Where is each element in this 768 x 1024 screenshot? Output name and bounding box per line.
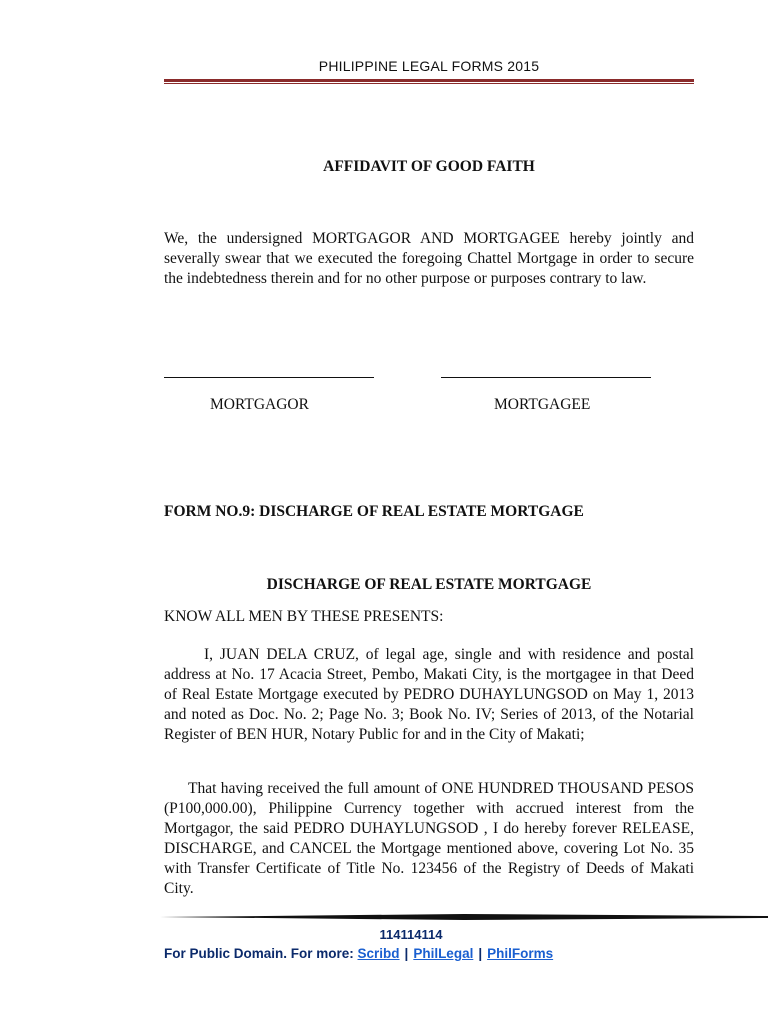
discharge-paragraph-2-text: That having received the full amount of ONE HUNDRED THOUSAND PESOS (P100,000.00), Philippine Currency together with accrued interest from the Mortgagor, the said PEDRO DUHAYLUNGSOD , I do hereby forever RELEASE, DISCHARGE, and CANCEL the Mortgage mentioned above, covering Lot No. 35 with Transfer Certificate of Title No. 123456 of the Registry of Deeds of Makati City. bbox=[164, 780, 694, 897]
header-divider bbox=[164, 79, 694, 84]
mortgagor-signature-line bbox=[164, 377, 374, 378]
mortgagor-label: MORTGAGOR bbox=[210, 396, 309, 413]
footer-number: 114114114 bbox=[379, 927, 443, 942]
affidavit-title: AFFIDAVIT OF GOOD FAITH bbox=[323, 158, 535, 175]
affidavit-body-text: We, the undersigned MORTGAGOR AND MORTGAGEE hereby jointly and severally swear that we executed the foregoing Chattel Mortgage in order to secure the indebtedness therein and for no other purpose or purposes contrary to law. bbox=[164, 230, 694, 287]
affidavit-body bbox=[164, 229, 694, 313]
intro-text: KNOW ALL MEN BY THESE PRESENTS: bbox=[164, 608, 444, 625]
mortgagee-label: MORTGAGEE bbox=[494, 396, 591, 413]
discharge-paragraph-2 bbox=[164, 779, 694, 899]
mortgagee-signature-line bbox=[441, 377, 651, 378]
intro-line bbox=[164, 607, 694, 627]
footer-divider bbox=[160, 914, 768, 918]
footer-links-line bbox=[164, 946, 553, 961]
footer-separator: | bbox=[478, 946, 483, 961]
footer-separator: | bbox=[404, 946, 409, 961]
discharge-paragraph-1-text: I, JUAN DELA CRUZ, of legal age, single and with residence and postal address at No. 17 Acacia Street, Pembo, Makati City, is the mortgagee in that Deed of Real Estate Mortgage executed by PEDRO DUHAYLUNGSOD on May 1, 2013 and noted as Doc. No. 2; Page No. 3; Book No. IV; Series of 2013, of the Notarial Register of BEN HUR, Notary Public for and in the City of Makati; bbox=[164, 646, 694, 743]
footer-link-scribd[interactable]: Scribd bbox=[357, 946, 400, 961]
discharge-paragraph-1 bbox=[164, 645, 694, 745]
footer-link-philforms[interactable]: PhilForms bbox=[487, 946, 554, 961]
footer-prefix: For Public Domain. For more: bbox=[164, 946, 358, 961]
footer-divider-shape bbox=[160, 914, 768, 920]
footer-link-phillegal[interactable]: PhilLegal bbox=[413, 946, 474, 961]
form-heading: FORM NO.9: DISCHARGE OF REAL ESTATE MORTGAGE bbox=[164, 503, 584, 520]
page-header-title: PHILIPPINE LEGAL FORMS 2015 bbox=[318, 58, 540, 74]
discharge-title: DISCHARGE OF REAL ESTATE MORTGAGE bbox=[266, 576, 592, 593]
